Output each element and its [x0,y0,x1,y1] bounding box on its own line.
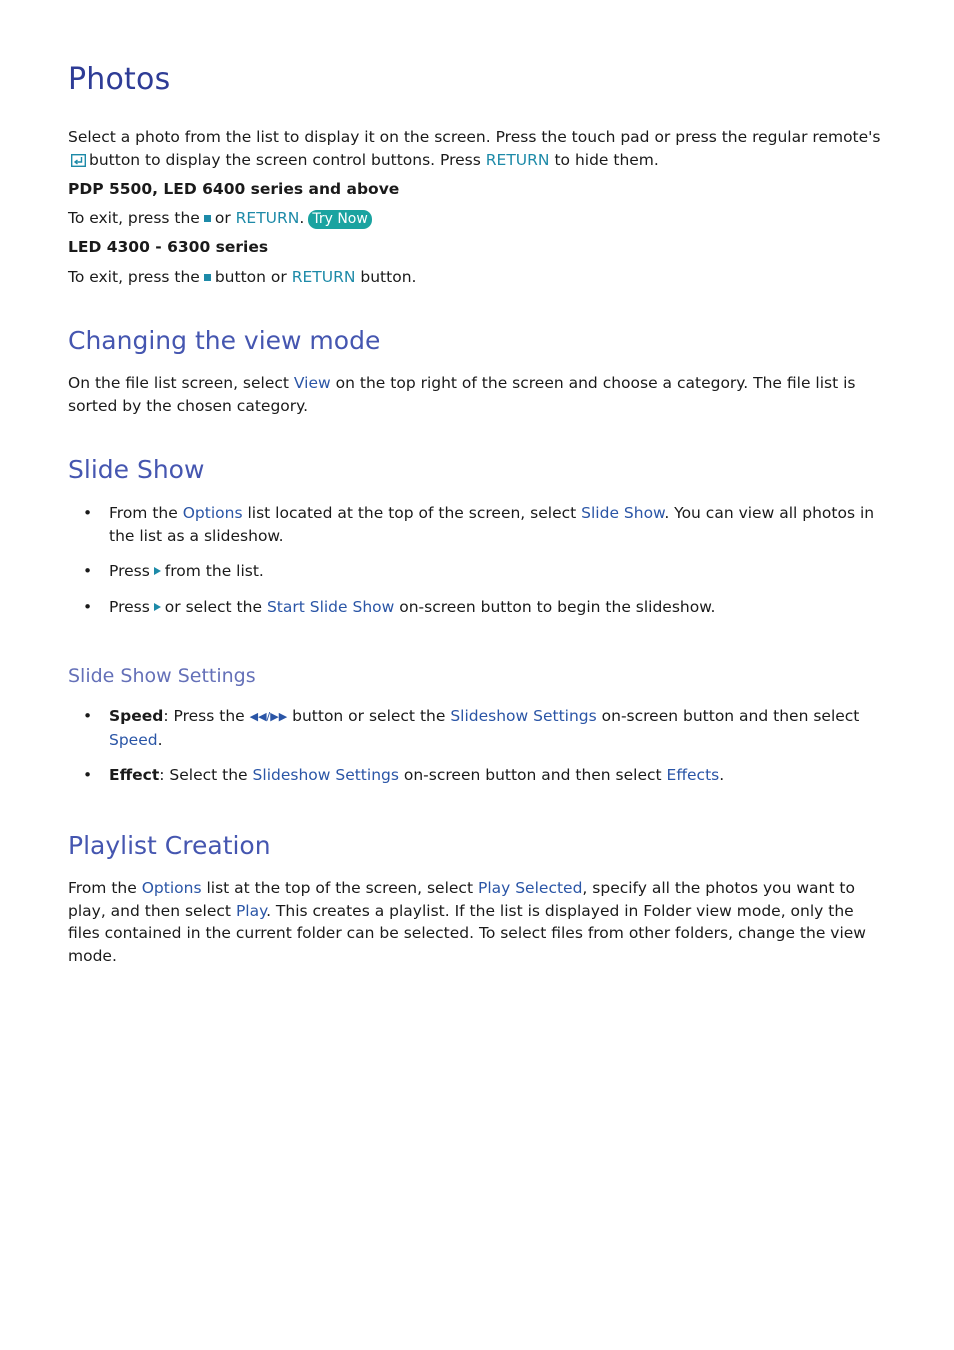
pdp-exit-text: To exit, press the [68,209,200,227]
text: list at the top of the screen, select [206,879,474,897]
text: on-screen button and then select [403,766,662,784]
options-keyword: Options [141,879,202,897]
effect-label: Effect [109,766,160,784]
bullet: • [83,562,93,580]
intro-text-3: to hide them. [554,150,659,169]
led-exit-text: To exit, press the [68,268,200,286]
bullet: • [83,766,93,784]
enter-icon [71,154,86,167]
slideshow-settings-keyword: Slideshow Settings [450,707,597,725]
bullet: • [83,707,93,725]
text: . You can view all photos in the list as a slideshow. [109,504,875,545]
text: or select the [164,598,262,616]
subsection-heading-slide-settings: Slide Show Settings [68,665,256,687]
return-keyword: RETURN [291,268,356,286]
bullet: • [83,504,93,522]
bullet: • [83,598,93,616]
text: on-screen button and then select [601,707,860,725]
play-keyword: Play [235,901,267,920]
section-heading-slide-show: Slide Show [68,455,205,484]
list-item-text [109,502,888,547]
view-mode-paragraph [68,372,888,417]
list-item-text [109,560,888,583]
intro-text-1: Select a photo from the list to display it on the screen. Press the touch pad or press the regular remote's [68,128,881,146]
page-title: Photos [68,62,171,97]
text: . This creates a playlist. If the list is displayed in Folder view mode, only the files contained in the current folder can be selected. To select files from other folders, change the view mode. [68,901,866,965]
led-exit-text-3: button. [360,268,417,286]
text: Press [109,598,150,616]
intro-paragraph [68,126,888,171]
text: button or select the [292,707,446,725]
text: : Press the [163,707,245,725]
playlist-paragraph [68,877,888,967]
period: . [157,730,163,749]
text: : Select the [159,766,248,784]
section-heading-playlist: Playlist Creation [68,831,271,860]
pdp-exit-line [68,207,888,230]
play-icon [154,567,161,575]
or-text: or [214,209,231,227]
intro-text-2: button to display the screen control buttons. Press [89,150,481,169]
view-keyword: View [293,374,331,392]
text: From the [68,879,137,897]
effects-keyword: Effects [666,766,720,784]
start-slide-show-keyword: Start Slide Show [266,598,395,616]
stop-icon [204,274,211,281]
try-now-button[interactable]: Try Now [308,210,371,229]
pdp-series-heading: PDP 5500, LED 6400 series and above [68,180,400,198]
return-keyword: RETURN [235,209,300,227]
speed-label: Speed [109,707,164,725]
led-series-heading: LED 4300 - 6300 series [68,238,269,256]
text: Press [109,562,150,580]
period: . [719,766,725,784]
play-selected-keyword: Play Selected [477,879,583,897]
stop-icon [204,215,211,222]
speed-keyword: Speed [109,730,158,749]
text: from the list. [164,562,264,580]
led-exit-text-2: button or [214,268,287,286]
return-keyword: RETURN [485,150,550,169]
slideshow-settings-keyword: Slideshow Settings [252,766,399,784]
text: list located at the top of the screen, select [247,504,577,522]
rewind-fastforward-icon: ◀◀/▶▶ [249,710,288,723]
text: on-screen button to begin the slideshow. [399,598,716,616]
period: . [299,209,305,227]
play-icon [154,603,161,611]
view-mode-text-2: on the top right of the screen and choose a category. The file list is sorted by the chosen category. [68,374,856,415]
list-item-text [109,764,888,787]
view-mode-text-1: On the file list screen, select [68,374,289,392]
list-item-text [109,705,888,751]
led-exit-line [68,266,888,289]
section-heading-view-mode: Changing the view mode [68,326,381,355]
list-item-text [109,596,888,619]
options-keyword: Options [182,504,243,522]
slide-show-keyword: Slide Show [581,504,665,522]
text: , specify all the photos you want to play, and then select [68,879,855,920]
text: From the [109,504,178,522]
